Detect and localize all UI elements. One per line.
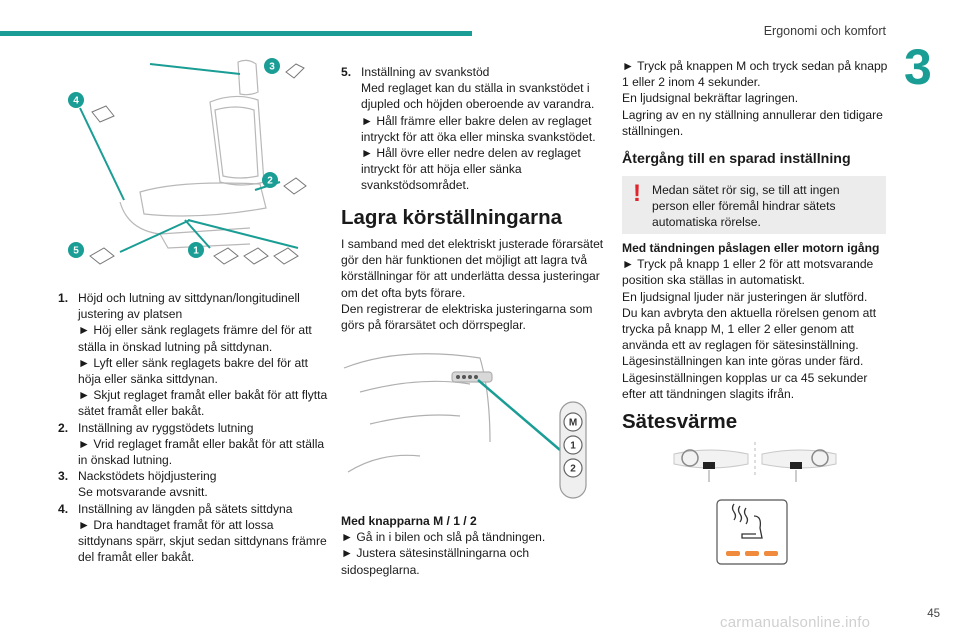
list-item-number: 5. (341, 65, 352, 79)
list-item-title: Inställning av längden på sätets sittdyna (78, 501, 293, 516)
store-instructions (622, 58, 888, 139)
list-item-3 (58, 468, 328, 500)
paragraph: I samband med det elektriskt justerade förarsätet gör den här funktionen det möjligt att lagra två körställningar för att underlätta dessa justeringar om det ofta byts förare. (341, 237, 604, 300)
list-item-step: ► Vrid reglaget framåt eller bakåt för att ställa in önskad lutning. (78, 436, 325, 468)
list-item-step: ► Håll främre eller bakre delen av reglaget intryckt för att öka eller minska svankstödet. (361, 113, 596, 144)
callout-1: 1 (193, 245, 199, 257)
chapter-number: 3 (904, 39, 932, 95)
lagra-intro (341, 236, 607, 333)
seat-heating-illustration (670, 438, 840, 568)
subheading: Med tändningen påslagen eller motorn igång (622, 241, 880, 255)
list-item-step: ► Lyft eller sänk reglagets bakre del för att höja eller sänka sittdynan. (78, 355, 308, 387)
list-item-title: Nackstödets höjdjustering (78, 469, 217, 484)
warning-text: Medan sätet rör sig, se till att ingen person eller föremål hindrar sätets automatiska rörelse. (652, 183, 840, 230)
step: ► Tryck på knappen M och tryck sedan på knapp 1 eller 2 inom 4 sekunder. (622, 59, 888, 90)
list-item-step: ► Höj eller sänk reglagets främre del för att ställa in önskad lutning på sittdynan. (78, 323, 312, 354)
step: ► Justera sätesinställningarna och sidospeglarna. (341, 546, 530, 577)
list-item-5 (341, 64, 607, 194)
list-item-number: 4. (58, 501, 69, 516)
paragraph: Lägesinställningen kan inte göras under färd. (622, 354, 864, 369)
memory-button-m-label: M (568, 417, 578, 429)
list-item-number: 3. (58, 469, 69, 484)
lumbar-support-item (341, 64, 607, 194)
step: ► Gå in i bilen och slå på tändningen. (341, 530, 546, 545)
page-header-title: Ergonomi och komfort (763, 24, 886, 38)
seat-adjustment-illustration (60, 52, 322, 277)
memory-buttons-section (341, 513, 607, 578)
paragraph: Lägesinställningen kopplas ur ca 45 sekunder efter att tändningen slagits ifrån. (622, 370, 868, 401)
list-item-number: 1. (58, 291, 69, 305)
warning-box (622, 176, 886, 234)
paragraph: Lagring av en ny ställning annullerar den tidigare ställningen. (622, 107, 883, 138)
paragraph: Den registrerar de elektriska justeringarna som görs på förarsätet och dörrspeglar. (341, 301, 593, 333)
list-item-step: ► Håll övre eller nedre delen av reglaget intryckt för att höja eller sänka svankstödsområdet. (361, 146, 581, 193)
list-item-title: Höjd och lutning av sittdynan/longitudinell justering av platsen (78, 291, 300, 322)
recall-instructions (622, 240, 888, 402)
list-item-1 (58, 290, 328, 420)
callout-4: 4 (73, 95, 79, 107)
paragraph: En ljudsignal bekräftar lagringen. (622, 91, 799, 106)
step: ► Tryck på knapp 1 eller 2 för att motsvarande position ska ställas in automatiskt. (622, 257, 874, 288)
page-number: 45 (927, 608, 940, 620)
callout-3: 3 (269, 61, 275, 73)
list-item-step: Med reglaget kan du ställa in svankstödet i djupled och höjden oberoende av varandra. (361, 81, 595, 112)
heading-lagra-korstallningarna: Lagra körställningarna (341, 206, 563, 229)
memory-buttons-illustration (340, 332, 588, 502)
list-item-step: Se motsvarande avsnitt. (78, 485, 208, 500)
list-item-4 (58, 501, 328, 566)
watermark: carmanualsonline.info (720, 614, 871, 631)
header-accent-bar (0, 31, 472, 36)
list-item-title: Inställning av ryggstödets lutning (78, 420, 254, 435)
callout-5: 5 (73, 245, 79, 257)
heading-atergang: Återgång till en sparad inställning (622, 151, 851, 167)
list-item-step: ► Dra handtaget framåt för att lossa sittdynans spärr, skjut sedan sittdynans främre del framåt eller bakåt. (78, 517, 327, 565)
paragraph: En ljudsignal ljuder när justeringen är slutförd. (622, 289, 868, 304)
heading-satesvarme: Sätesvärme (622, 410, 738, 433)
subheading: Med knapparna M / 1 / 2 (341, 514, 477, 528)
warning-icon: ! (633, 180, 641, 207)
list-item-title: Inställning av svankstöd (361, 65, 490, 79)
memory-button-1-label: 1 (570, 440, 576, 452)
list-item-2 (58, 420, 328, 469)
callout-2: 2 (267, 175, 273, 187)
adjustment-list-left (58, 290, 328, 565)
memory-button-2-label: 2 (570, 463, 576, 475)
list-item-number: 2. (58, 420, 69, 435)
list-item-step: ► Skjut reglaget framåt eller bakåt för att flytta sätet framåt eller bakåt. (78, 388, 328, 419)
paragraph: Du kan avbryta den aktuella rörelsen genom att trycka på knapp M, 1 eller 2 eller genom att använda ett av reglagen för sätesinställning. (622, 305, 877, 353)
